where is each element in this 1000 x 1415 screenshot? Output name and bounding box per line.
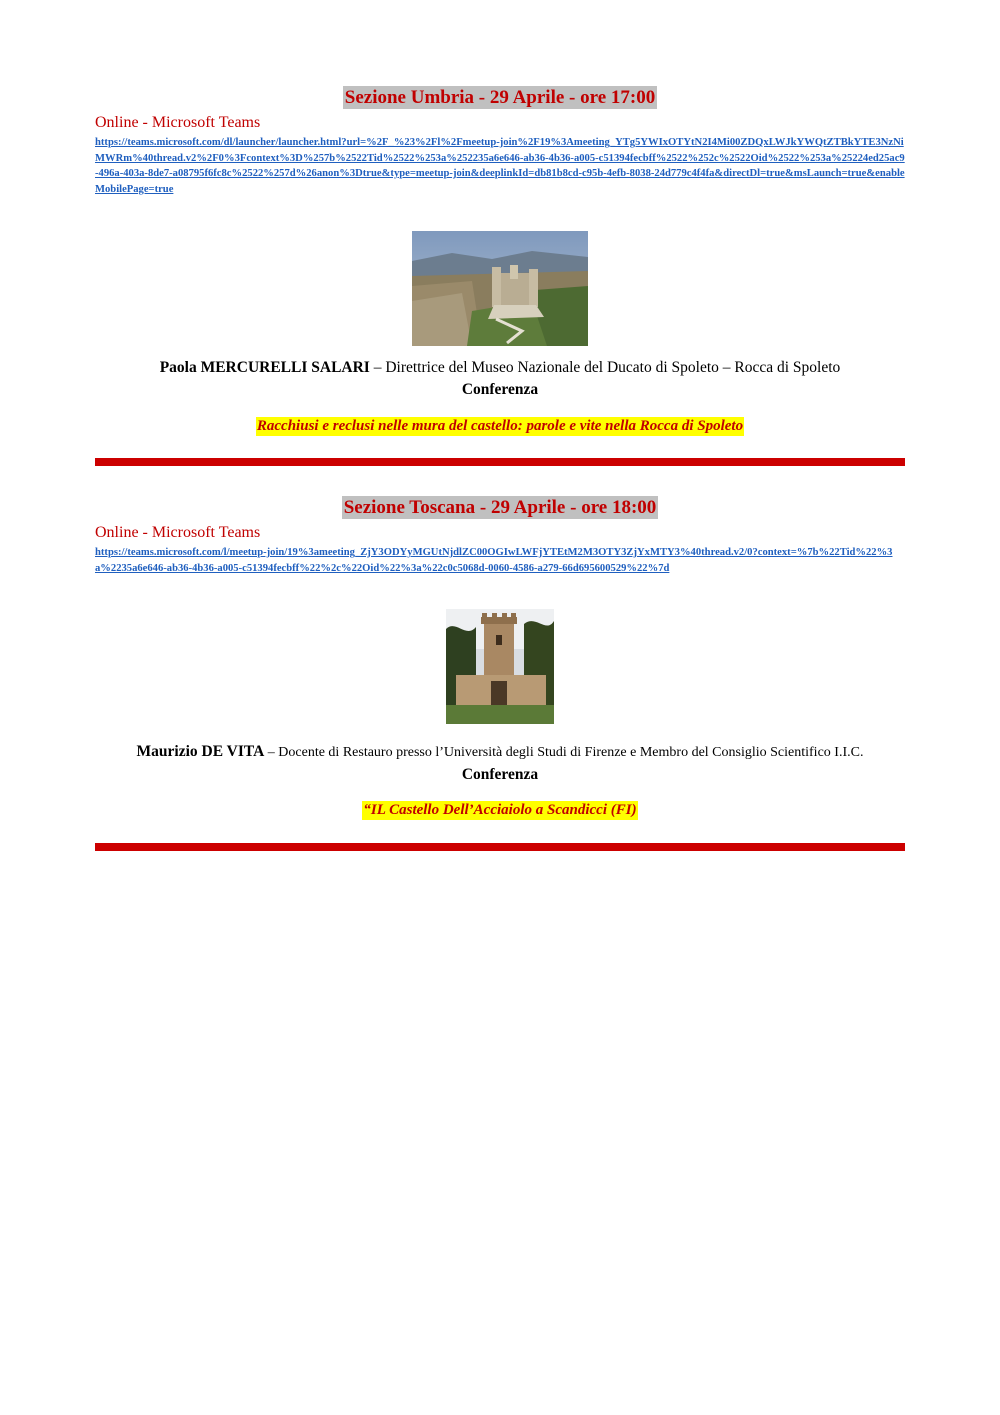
- section-divider: [95, 458, 905, 466]
- speaker-line: [95, 741, 905, 764]
- speaker-name: Paola MERCURELLI SALARI: [159, 359, 370, 376]
- platform-label: Online - Microsoft Teams: [95, 114, 261, 131]
- event-kind: Conferenza: [461, 766, 539, 783]
- teams-meeting-link[interactable]: https://teams.microsoft.com/l/meetup-join/19%3ameeting_ZjY3ODYyMGUtNjdlZC00OGIwLWFjYTEtM2M3OTY3ZjYxMTY3%40thread.v2/0?context=%7b%22Tid%22%3a%2235a6e646-ab36-4b36-a005-c51394fecbff%22%2c%22Oid%22%3a%22c0c5068d-0060-4586-a279-66d695600529%22%7d: [95, 547, 893, 574]
- talk-title: “IL Castello Dell’Acciaiolo a Scandicci (FI): [363, 802, 637, 818]
- talk-title: Racchiusi e reclusi nelle mura del castello: parole e vite nella Rocca di Spoleto: [256, 418, 744, 434]
- section-divider: [95, 843, 905, 851]
- speaker-role: – Direttrice del Museo Nazionale del Ducato di Spoleto – Rocca di Spoleto: [369, 359, 841, 376]
- section-title: Sezione Toscana - 29 Aprile - ore 18:00: [343, 497, 657, 518]
- speaker-role: – Docente di Restauro presso l’Università degli Studi di Firenze e Membro del Consiglio Scientifico I.I.C.: [264, 745, 864, 760]
- castle-tower-photo: [446, 609, 554, 724]
- speaker-line: [95, 357, 905, 379]
- section-umbria: [95, 86, 905, 197]
- speaker-block-toscana: [95, 741, 905, 820]
- event-kind: Conferenza: [461, 381, 539, 398]
- photo-wrapper: [95, 231, 905, 346]
- speaker-name: Maurizio DE VITA: [136, 743, 265, 760]
- section-title: Sezione Umbria - 29 Aprile - ore 17:00: [344, 87, 656, 108]
- speaker-block-umbria: [95, 357, 905, 436]
- photo-wrapper: [95, 609, 905, 724]
- platform-label: Online - Microsoft Teams: [95, 524, 261, 541]
- section-toscana: [95, 496, 905, 576]
- teams-meeting-link[interactable]: https://teams.microsoft.com/dl/launcher/launcher.html?url=%2F_%23%2Fl%2Fmeetup-join%2F19%3Ameeting_YTg5YWIxOTYtN2I4Mi00ZDQxLWJkYWQtZTBkYTE3NzNiMWRm%40thread.v2%2F0%3Fcontext%3D%257b%2522Tid%2522%253a%252235a6e646-ab36-4b36-a005-c51394fecbff%2522%252c%2522Oid%2522%253a%25224ed25ac9-496a-403a-8de7-a08795f6fc8c%2522%257d%26anon%3Dtrue&type=meetup-join&deeplinkId=db81b8cd-c95b-4efb-8038-24d779c4f4fa&directDl=true&msLaunch=true&enableMobilePage=true: [95, 137, 905, 195]
- castle-aerial-photo: [412, 231, 588, 346]
